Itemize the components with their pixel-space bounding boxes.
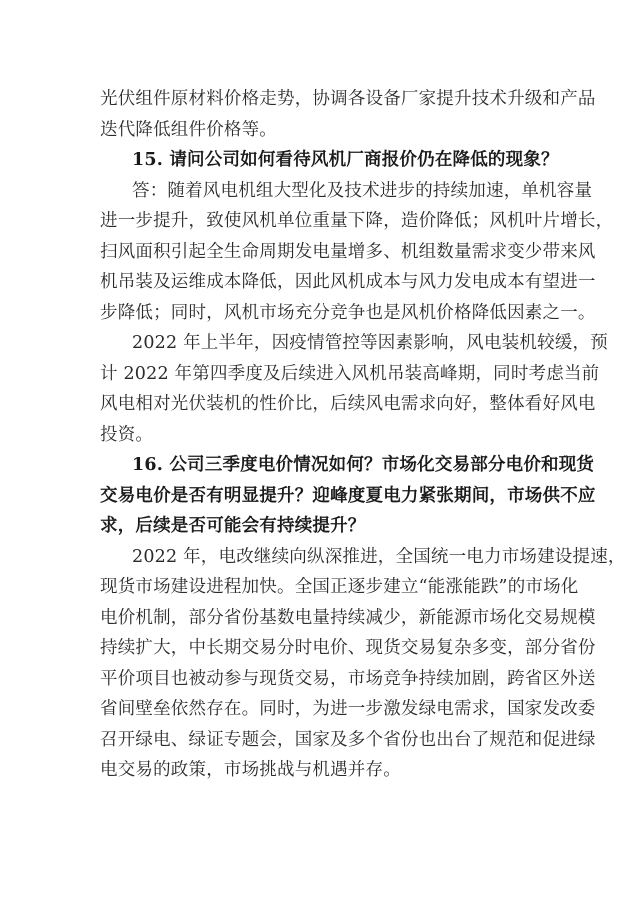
text-line: 答：随着风电机组大型化及技术进步的持续加速，单机容量	[132, 180, 593, 201]
text-line: 进一步提升，致使风机单位重量下降，造价降低；风机叶片增长，	[100, 211, 614, 231]
text-line: 迭代降低组件价格等。	[100, 119, 277, 140]
text-line: 机吊装及运维成本降低，因此风机成本与风力发电成本有望进一	[100, 272, 596, 292]
paragraph-continuation	[100, 84, 596, 145]
text-line: 电交易的政策，市场挑战与机遇并存。	[100, 760, 401, 780]
text-line: 电价机制，部分省份基数电量持续减少，新能源市场化交易规模	[100, 607, 596, 628]
text-line: 求，后续是否可能会有持续提升？	[100, 516, 366, 536]
question-heading-16	[100, 450, 596, 542]
text-line: 光伏组件原材料价格走势，协调各设备厂家提升技术升级和产品	[100, 89, 596, 109]
text-line: 扫风面积引起全生命周期发电量增多、机组数量需求变少带来风	[100, 241, 596, 262]
text-line: 风电相对光伏装机的性价比，后续风电需求向好，整体看好风电	[100, 394, 596, 414]
text-line: 持续扩大，中长期交易分时电价、现货交易复杂多变，部分省份	[100, 638, 596, 658]
document-body	[100, 84, 626, 786]
answer-paragraph-16	[100, 542, 626, 786]
text-line: 2022 年上半年，因疫情管控等因素影响，风电装机较缓，预	[132, 333, 608, 353]
text-line: 平价项目也被动参与现货交易，市场竞争持续加剧，跨省区外送	[100, 668, 596, 689]
question-heading-15	[100, 145, 559, 176]
text-line: 省间壁垒依然存在。同时，为进一步激发绿电需求，国家发改委	[100, 699, 596, 719]
answer-paragraph-15	[100, 176, 614, 329]
text-line: 15. 请问公司如何看待风机厂商报价仍在降低的现象？	[132, 150, 559, 170]
text-line: 交易电价是否有明显提升？迎峰度夏电力紧张期间，市场供不应	[100, 485, 596, 506]
text-line: 召开绿电、绿证专题会，国家及多个省份也出台了规范和促进绿	[100, 729, 596, 750]
text-line: 16. 公司三季度电价情况如何？市场化交易部分电价和现货	[132, 455, 595, 475]
text-line: 现货市场建设进程加快。全国正逐步建立“能涨能跌”的市场化	[100, 577, 579, 597]
paragraph-2022-outlook	[100, 328, 608, 450]
text-line: 计 2022 年第四季度及后续进入风机吊装高峰期，同时考虑当前	[100, 363, 600, 384]
text-line: 2022 年，电改继续向纵深推进，全国统一电力市场建设提速，	[132, 546, 626, 567]
text-line: 步降低；同时，风机市场充分竞争也是风机价格降低因素之一。	[100, 302, 596, 323]
text-line: 投资。	[100, 424, 154, 445]
